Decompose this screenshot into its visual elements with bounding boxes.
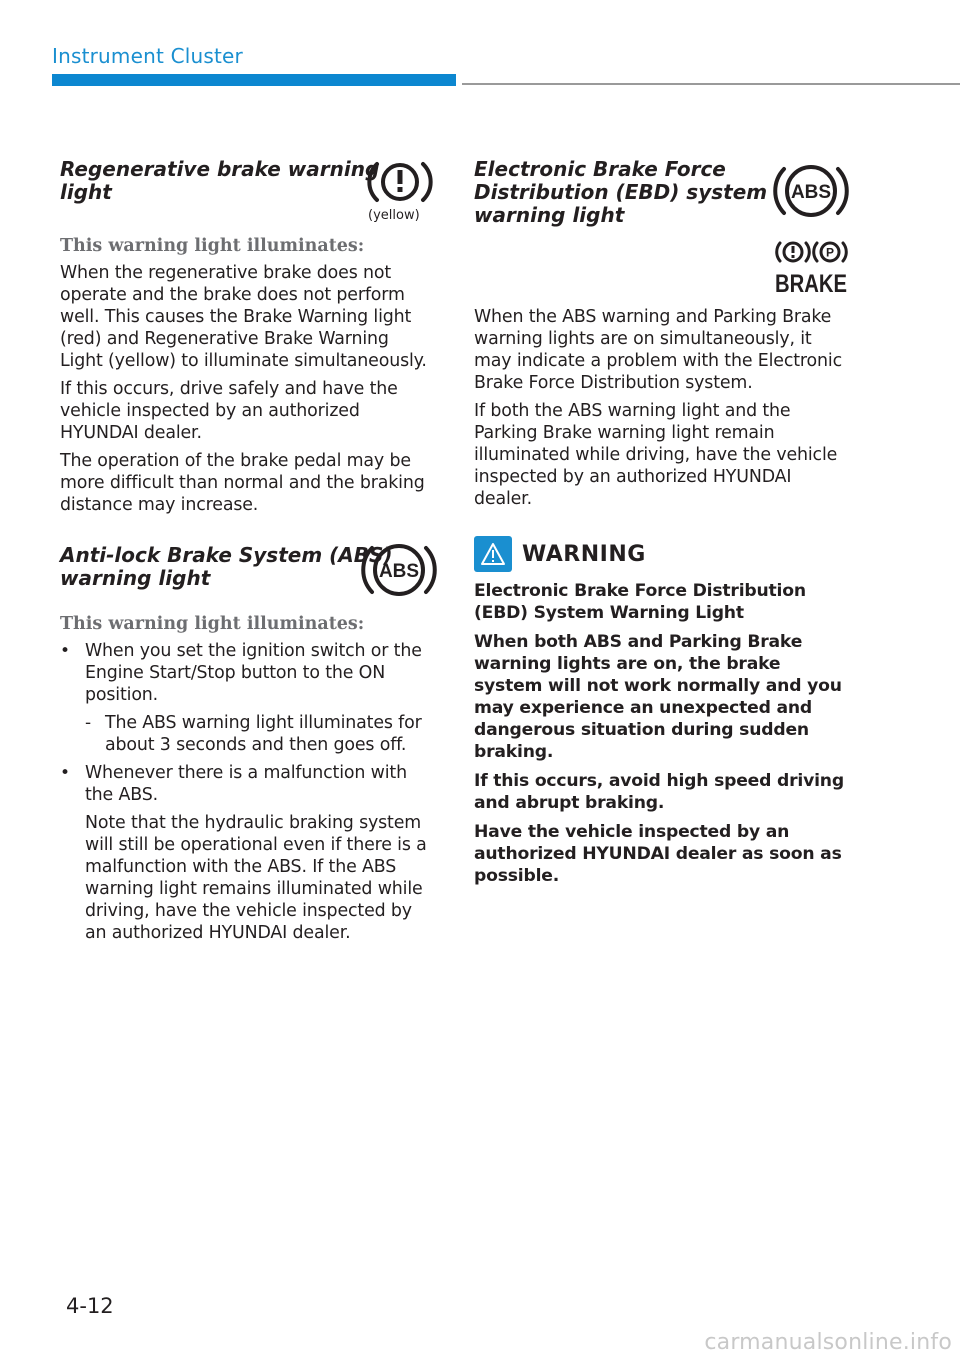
header-bar-gray <box>462 83 960 85</box>
warning-label: WARNING <box>522 541 646 567</box>
warning-paragraph-4: Have the vehicle inspected by an authorized HYUNDAI dealer as soon as possible. <box>474 822 842 886</box>
regen-illuminates-heading: This warning light illuminates: <box>60 236 365 256</box>
svg-text:ABS: ABS <box>790 182 832 203</box>
ebd-paragraph-1: When the ABS warning and Parking Brake warning lights are on simultaneously, it may indicate a problem with the Electronic Brake Force Distribution system. <box>474 307 842 393</box>
ebd-title-line3: warning light <box>474 203 625 227</box>
abs-bullet-2 <box>60 762 432 806</box>
left-column <box>60 158 432 950</box>
regen-title-line2: light <box>60 180 112 204</box>
right-column <box>474 158 846 894</box>
page-number: 4-12 <box>66 1294 114 1318</box>
abs-illuminates-heading: This warning light illuminates: <box>60 614 365 634</box>
abs-bullet-1-text: When you set the ignition switch or the Engine Start/Stop button to the ON position. <box>85 641 422 705</box>
warning-paragraph-2: When both ABS and Parking Brake warning lights are on, the brake system will not work normally and you may experience an unexpected and dangerous situation during sudden braking. <box>474 632 842 762</box>
header-bar-blue <box>52 74 456 86</box>
abs-title-line2: warning light <box>60 566 211 590</box>
regen-title-row <box>60 158 432 230</box>
abs-bullet-1 <box>60 640 432 706</box>
regen-paragraph-1: When the regenerative brake does not operate and the brake does not perform well. This causes the Brake Warning light (red) and Regenerative Brake Warning Light (yellow) to illuminate simultaneously. <box>60 263 427 371</box>
warning-header <box>474 536 846 572</box>
svg-text:BRAKE: BRAKE <box>775 270 847 298</box>
ebd-title-row <box>474 158 846 306</box>
bullet-dot: • <box>60 641 71 661</box>
warning-triangle-icon <box>474 536 512 572</box>
warning-paragraph-3: If this occurs, avoid high speed driving and abrupt braking. <box>474 771 844 813</box>
watermark: carmanualsonline.info <box>704 1330 952 1355</box>
abs-icon <box>362 538 436 602</box>
warning-paragraph-1: Electronic Brake Force Distribution (EBD) System Warning Light <box>474 581 806 623</box>
regen-icon-caption: (yellow) <box>368 208 420 223</box>
brake-parking-icon <box>772 240 850 296</box>
ebd-paragraph-2: If both the ABS warning light and the Parking Brake warning light remain illuminated while driving, have the vehicle inspected by an authorized HYUNDAI dealer. <box>474 401 838 509</box>
dash-mark: - <box>85 713 92 733</box>
regen-paragraph-3: The operation of the brake pedal may be more difficult than normal and the braking distance may increase. <box>60 451 425 515</box>
abs-note: Note that the hydraulic braking system will still be operational even if there is a malfunction with the ABS. If the ABS warning light remains illuminated while driving, have the vehicle inspected by an authorized HYUNDAI dealer. <box>85 813 427 943</box>
section-header-title: Instrument Cluster <box>52 44 243 68</box>
svg-text:P: P <box>825 245 835 260</box>
ebd-title-line2: Distribution (EBD) system <box>474 180 768 204</box>
abs-title-row <box>60 544 432 614</box>
brake-exclamation-icon <box>365 158 435 210</box>
bullet-dot: • <box>60 763 71 783</box>
ebd-abs-icon <box>774 158 848 224</box>
abs-dash-1-text: The ABS warning light illuminates for about 3 seconds and then goes off. <box>105 713 422 755</box>
ebd-title-line1: Electronic Brake Force <box>474 157 726 181</box>
abs-title-line1: Anti-lock Brake System (ABS) <box>60 543 393 567</box>
warning-block <box>474 536 846 887</box>
regen-paragraph-2: If this occurs, drive safely and have the vehicle inspected by an authorized HYUNDAI dealer. <box>60 379 398 443</box>
abs-bullet-2-text: Whenever there is a malfunction with the ABS. <box>85 763 407 805</box>
abs-dash-1 <box>60 712 432 756</box>
svg-text:ABS: ABS <box>378 561 420 582</box>
regen-title-line1: Regenerative brake warning <box>60 157 380 181</box>
